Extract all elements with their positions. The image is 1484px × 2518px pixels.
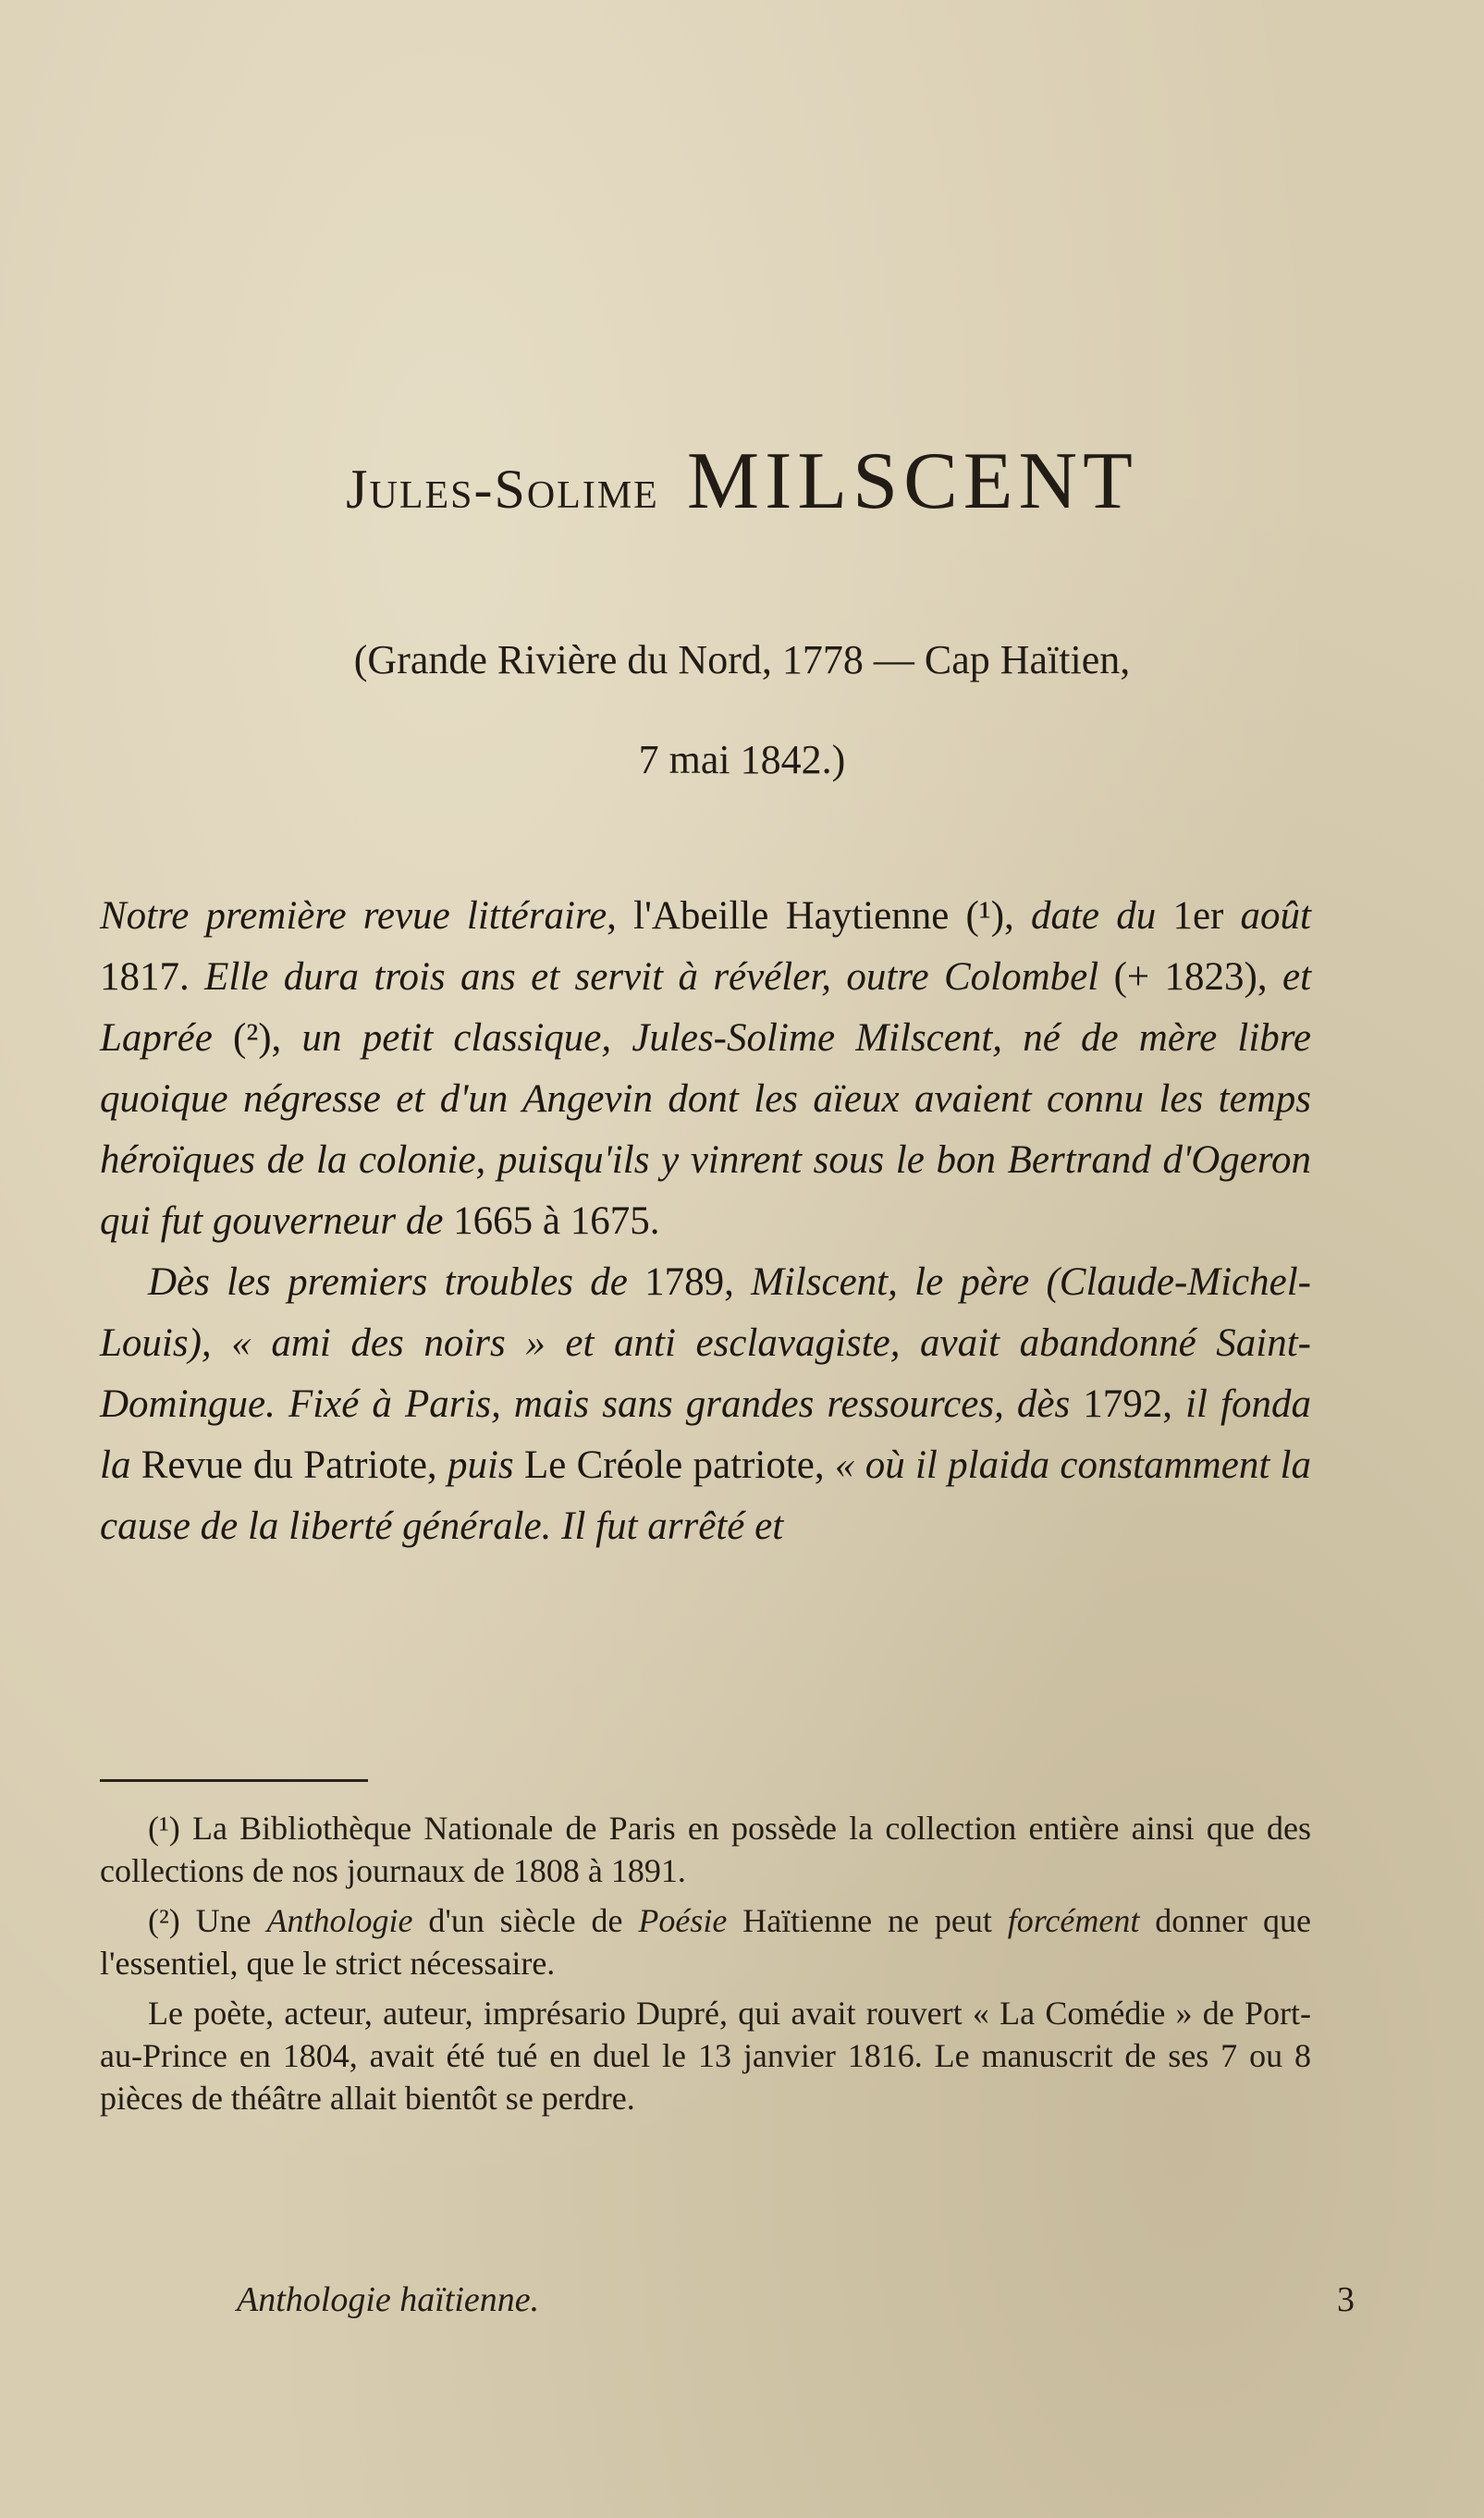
footnote-divider: [100, 1779, 368, 1782]
italic-run: puis: [447, 1443, 524, 1487]
text-run: (¹) La Bibliothèque Nationale de Paris en possède la collection entière ainsi que des collections de nos journaux de 1808 à 1891.: [100, 1810, 1311, 1889]
dates-line-1: (Grande Rivière du Nord, 1778 — Cap Haïtien,: [353, 637, 1131, 682]
paragraph: [100, 1252, 1311, 1557]
page-number: 3: [1337, 2280, 1355, 2319]
text-run: (²),: [233, 1016, 302, 1060]
italic-run: « où il plaida constamment la cause de la liberté générale. Il fut arrêté et: [100, 1443, 1312, 1548]
italic-run: Anthologie: [266, 1902, 413, 1939]
italic-run: Notre première revue littéraire: [100, 894, 607, 938]
text-run: (²) Une: [148, 1902, 267, 1939]
italic-run: août: [1240, 894, 1311, 938]
text-run: 1817.: [100, 955, 205, 999]
text-run: d'un siècle de: [412, 1902, 639, 1939]
footnotes: [100, 1807, 1311, 2127]
italic-run: Dès les premiers troubles de: [148, 1260, 645, 1304]
text-run: 1792,: [1083, 1382, 1186, 1426]
text-run: 1er: [1172, 894, 1241, 938]
italic-run: date du: [1030, 894, 1173, 938]
footnote: [100, 1807, 1311, 1892]
text-run: donner que l'essentiel, que le strict nécessaire.: [100, 1902, 1312, 1982]
dates-line-2: 7 mai 1842.): [638, 737, 846, 782]
italic-run: et Laprée: [100, 955, 1312, 1060]
page-footer: [237, 2279, 1355, 2320]
poet-first-names: Jules-Solime: [346, 459, 659, 520]
running-title: Anthologie haïtienne.: [237, 2280, 540, 2319]
text-run: 1789,: [644, 1260, 752, 1304]
text-run: 1665 à 1675.: [453, 1199, 660, 1243]
birth-death-dates: [102, 610, 1382, 810]
italic-run: forcément: [1007, 1902, 1140, 1939]
footnote: [100, 1899, 1311, 1984]
text-run: Le Créole patriote,: [523, 1443, 835, 1487]
poet-surname: MILSCENT: [686, 436, 1138, 526]
footnote: [100, 1992, 1311, 2119]
italic-run: Elle dura trois ans et servit à révéler, outre Colombel: [204, 955, 1114, 999]
italic-run: il fonda la: [100, 1382, 1312, 1487]
text-run: (+ 1823),: [1113, 955, 1282, 999]
text-run: Le poète, acteur, auteur, imprésario Dupré, qui avait rouvert « La Comédie » de Port-au-Prince en 1804, avait été tué en duel le 13 janvier 1816. Le manuscrit de ses 7 ou 8 pièces de théâtre allait bientôt se perdre.: [100, 1995, 1311, 2117]
italic-run: Milscent, le père (Claude-Michel-Louis), « ami des noirs » et anti esclavagiste, avait abandonné Saint-Domingue. Fixé à Paris, mais sans grandes ressources, dès: [100, 1260, 1311, 1426]
text-run: Revue du Patriote,: [141, 1443, 448, 1487]
text-run: Haïtienne ne peut: [727, 1902, 1008, 1939]
paragraph: [100, 886, 1311, 1252]
italic-run: un petit classique, Jules-Solime Milscent, né de mère libre quoique négresse et d'un Angevin dont les aïeux avaient connu les temps héroïques de la colonie, puisqu'ils y vinrent sous le bon Bertrand d'Ogeron qui fut gouverneur de: [100, 1016, 1311, 1243]
poet-name-heading: [0, 435, 1484, 528]
body-text: [100, 886, 1311, 1557]
text-run: , l'Abeille Haytienne (¹),: [607, 894, 1031, 938]
italic-run: Poésie: [638, 1902, 728, 1939]
